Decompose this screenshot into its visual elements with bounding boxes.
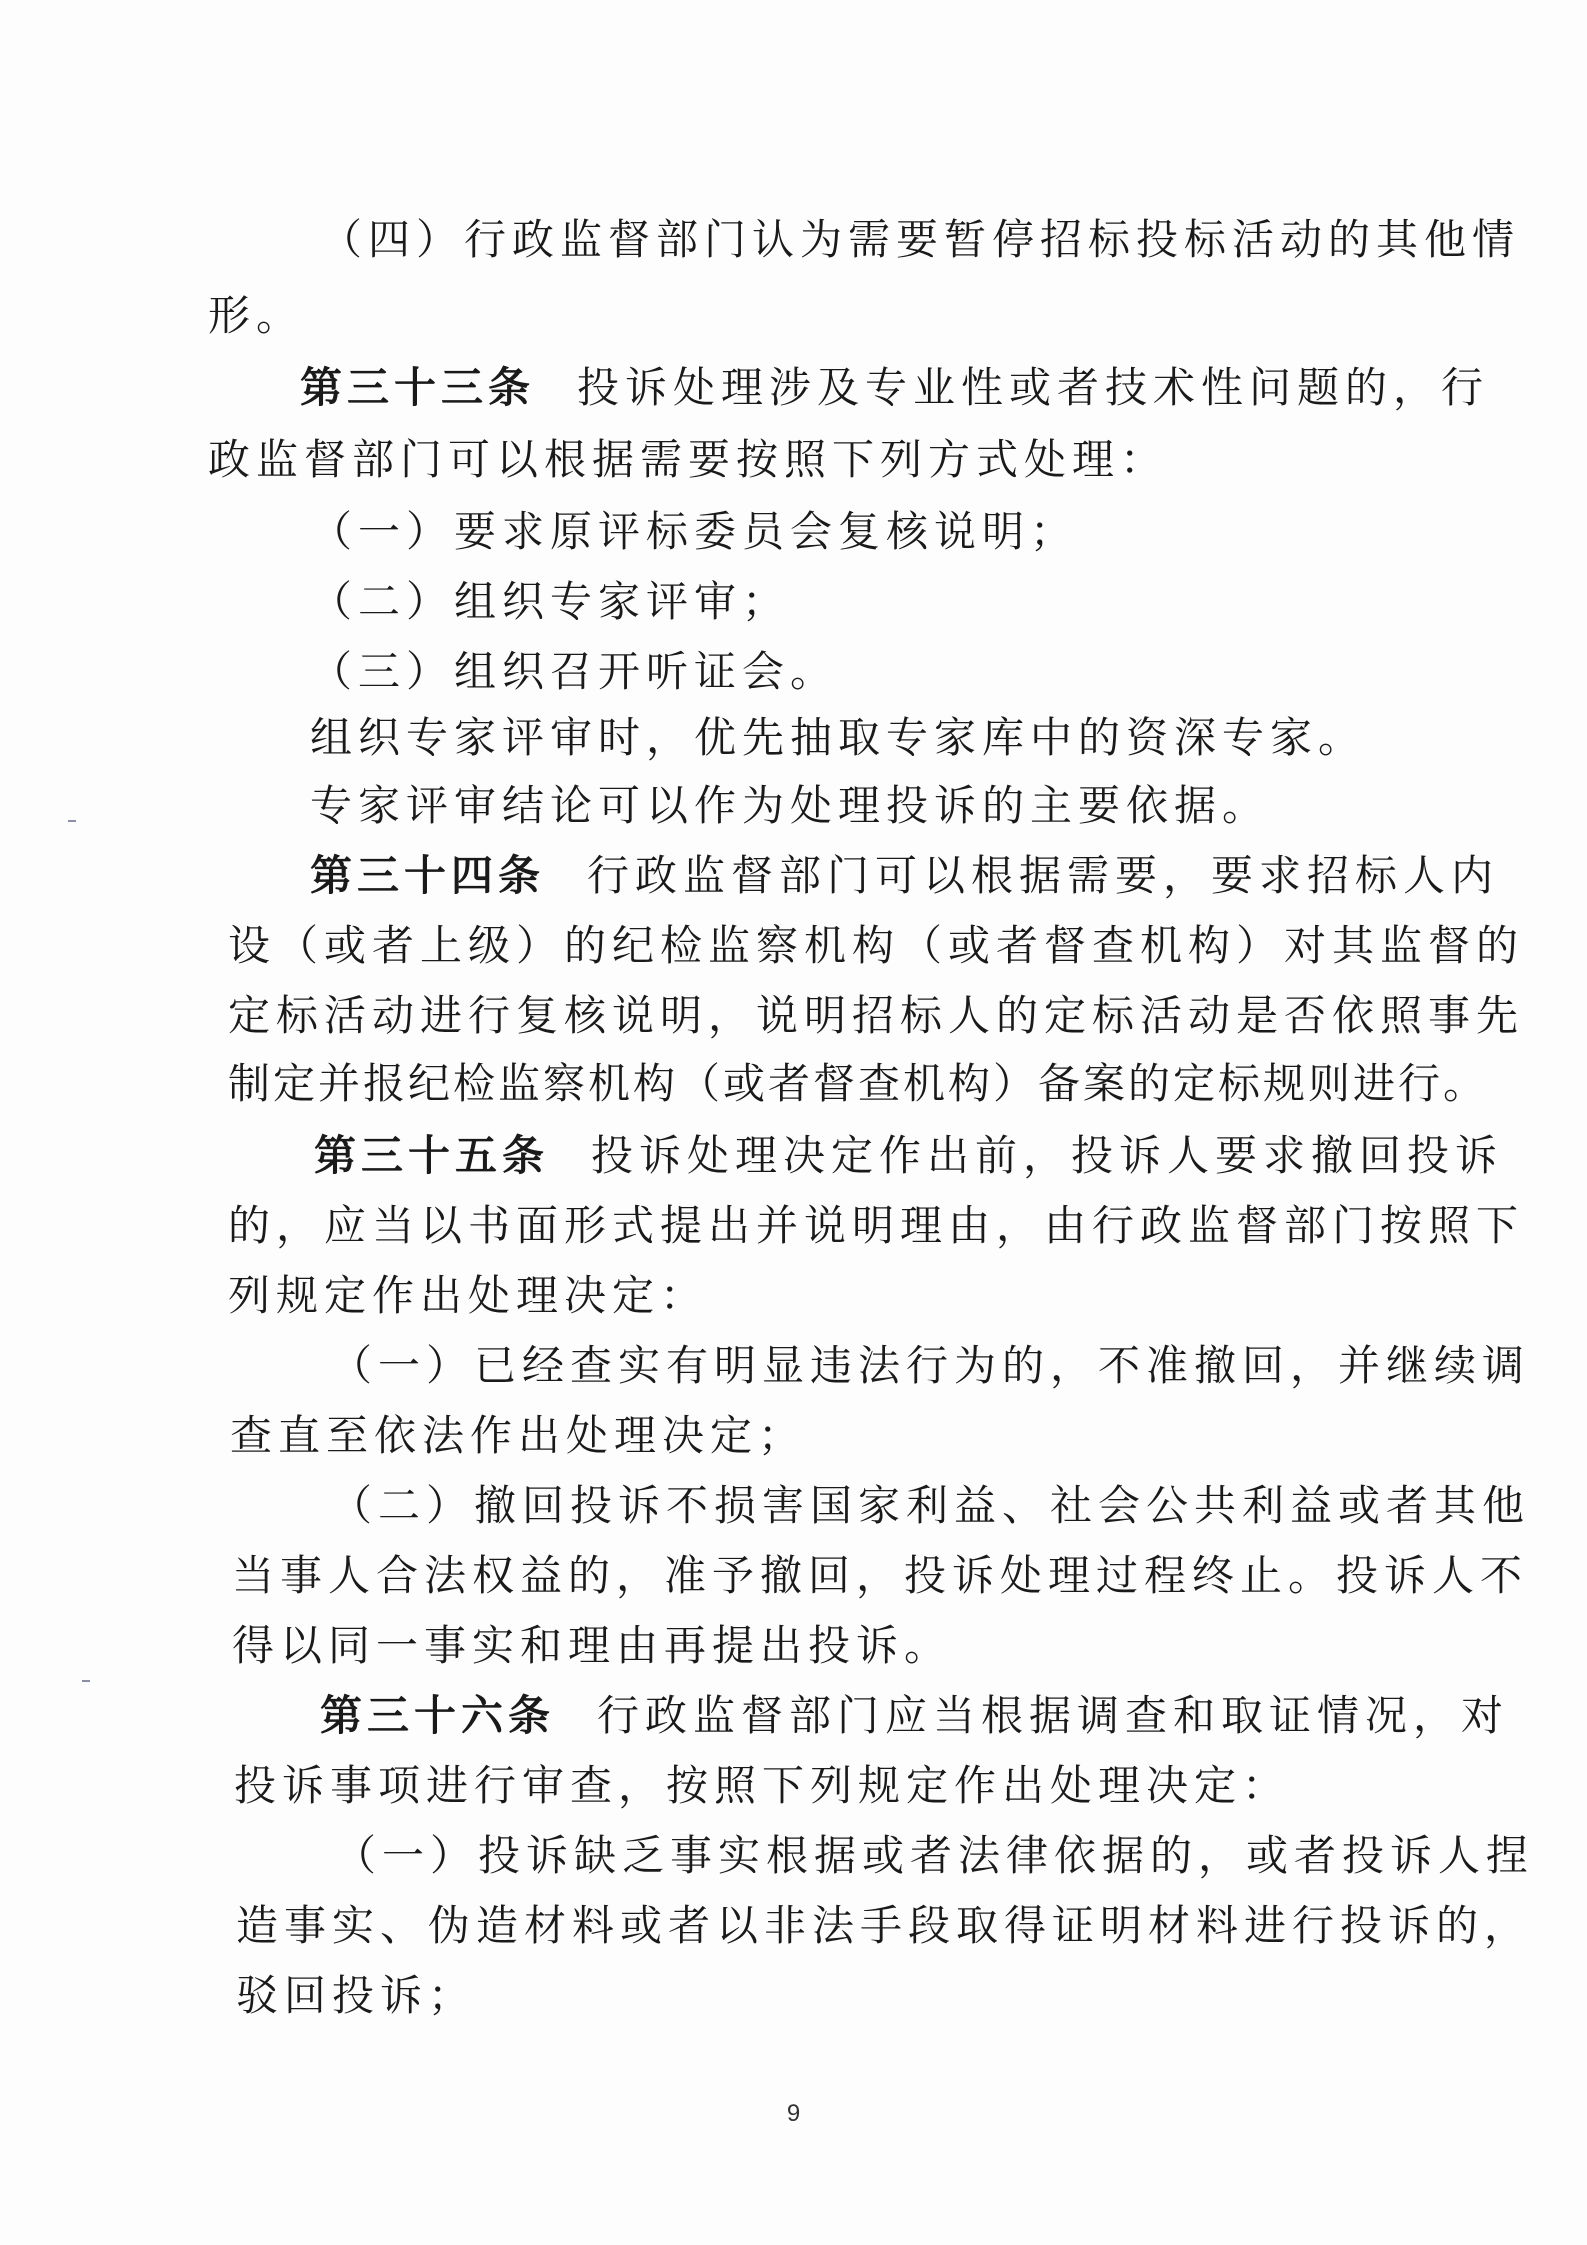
page-number: 9 (786, 2100, 801, 2127)
paragraph-line: 当事人合法权益的，准予撤回，投诉处理过程终止。投诉人不 (232, 1551, 1529, 1600)
paragraph-line: 专家评审结论可以作为处理投诉的主要依据。 (310, 781, 1271, 830)
scan-mark (68, 820, 76, 822)
paragraph-line: （四）行政监督部门认为需要暂停招标投标活动的其他情 (320, 215, 1521, 264)
paragraph-line: 的，应当以书面形式提出并说明理由，由行政监督部门按照下 (228, 1201, 1525, 1250)
list-item: （二）组织专家评审； (310, 577, 791, 626)
paragraph-line: 制定并报纪检监察机构（或者督查机构）备案的定标规则进行。 (228, 1059, 1489, 1108)
paragraph-line: 形。 (208, 291, 305, 340)
paragraph-line: 政监督部门可以根据需要按照下列方式处理： (208, 435, 1169, 484)
article-36-heading: 第三十六条 (320, 1691, 556, 1740)
article-35-first-line (314, 1130, 1503, 1182)
list-item: （二）撤回投诉不损害国家利益、社会公共利益或者其他 (330, 1481, 1531, 1530)
article-34-heading: 第三十四条 (310, 851, 546, 900)
article-34-text: 行政监督部门可以根据需要，要求招标人内 (587, 851, 1500, 900)
paragraph-line: 列规定作出处理决定： (228, 1271, 709, 1320)
paragraph-line: 驳回投诉； (236, 1971, 477, 2020)
article-35-heading: 第三十五条 (314, 1131, 550, 1180)
article-36-first-line (320, 1690, 1509, 1742)
article-33-heading: 第三十三条 (300, 363, 536, 412)
paragraph-line: 查直至依法作出处理决定； (230, 1411, 807, 1460)
paragraph-line: 造事实、伪造材料或者以非法手段取得证明材料进行投诉的， (236, 1901, 1533, 1950)
article-33-first-line (300, 362, 1489, 414)
list-item: （三）组织召开听证会。 (310, 647, 839, 696)
paragraph-line: 设（或者上级）的纪检监察机构（或者督查机构）对其监督的 (228, 921, 1525, 970)
article-36-text: 行政监督部门应当根据调查和取证情况，对 (597, 1691, 1510, 1740)
paragraph-line: 得以同一事实和理由再提出投诉。 (232, 1621, 953, 1670)
article-35-text: 投诉处理决定作出前，投诉人要求撤回投诉 (591, 1131, 1504, 1180)
paragraph-line: 投诉事项进行审查，按照下列规定作出处理决定： (234, 1761, 1291, 1810)
paragraph-line: 组织专家评审时，优先抽取专家库中的资深专家。 (310, 713, 1367, 762)
list-item: （一）投诉缺乏事实根据或者法律依据的，或者投诉人捏 (334, 1831, 1535, 1880)
list-item: （一）要求原评标委员会复核说明； (310, 507, 1079, 556)
article-34-first-line (310, 850, 1499, 902)
article-33-text: 投诉处理涉及专业性或者技术性问题的，行 (577, 363, 1490, 412)
paragraph-line: 定标活动进行复核说明，说明招标人的定标活动是否依照事先 (228, 991, 1525, 1040)
list-item: （一）已经查实有明显违法行为的，不准撤回，并继续调 (330, 1341, 1531, 1390)
scan-mark (82, 1680, 90, 1682)
